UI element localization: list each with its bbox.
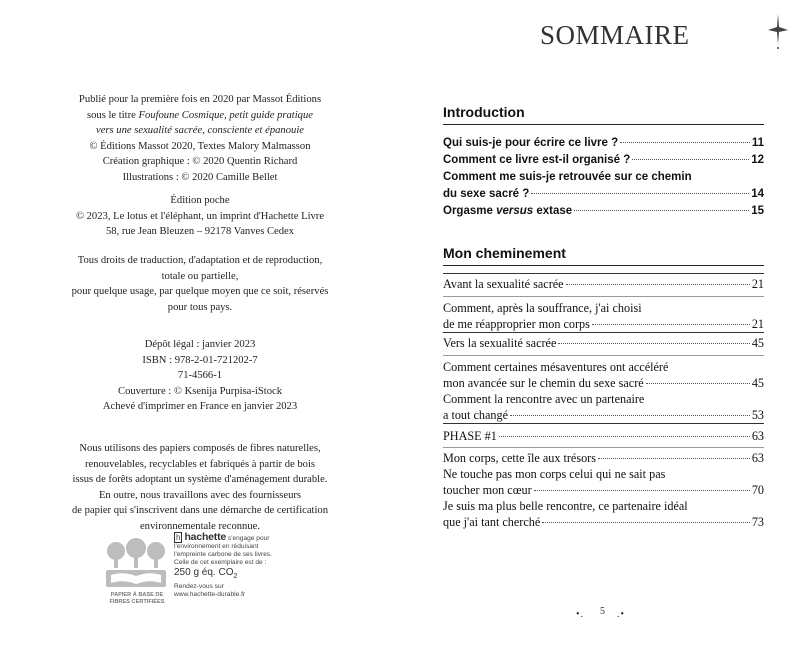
toc-entry[interactable]	[443, 203, 764, 220]
toc-entry[interactable]	[443, 450, 764, 466]
credit-line: renouvelables, recyclables et fabriqués à partir de bois	[84, 458, 316, 470]
page-number: 53	[751, 408, 764, 422]
sparkle-star-icon	[764, 10, 792, 52]
toc-entry[interactable]	[443, 482, 764, 498]
toc-introduction	[443, 104, 764, 220]
rights-notice	[35, 253, 365, 315]
credit-line	[35, 108, 365, 124]
entry-title: PHASE #1	[443, 429, 497, 443]
contents-page	[400, 0, 800, 647]
credit-line: environnementale reconnue.	[139, 520, 260, 532]
page-number: 11	[751, 137, 764, 149]
toc-entry[interactable]	[443, 335, 764, 351]
entry-title: mon avancée sur le chemin du sexe sacré	[443, 376, 644, 390]
eco-line: s'engage pour	[227, 535, 270, 542]
entry-title[interactable]: Ne touche pas mon corps celui qui ne sait pas	[443, 467, 666, 481]
section-heading: Introduction	[443, 104, 764, 125]
credit-line: de papier qui s'inscrivent dans une démarche de certification	[71, 505, 329, 516]
eco-line: l'environnement en réduisant	[174, 543, 259, 550]
co2-value	[174, 567, 294, 583]
entry-title: que j'ai tant cherché	[443, 515, 541, 529]
entry-title[interactable]: Comment, après la souffrance, j'ai choisi	[443, 301, 642, 315]
leader-dots	[632, 159, 749, 160]
page-number: 70	[751, 483, 764, 497]
entry-title: Mon corps, cette île aux trésors	[443, 451, 596, 465]
subsection-entries	[443, 296, 764, 332]
page-number: 14	[751, 188, 764, 200]
credit-line: © 2023, Le lotus et l'éléphant, un imprint d'Hachette Livre	[75, 210, 325, 222]
page-number: 15	[751, 205, 764, 217]
entry-title: Avant la sexualité sacrée	[443, 277, 564, 291]
credit-line: pour quelque usage, par quelque moyen que ce soit, réservés	[71, 286, 329, 297]
brand-name: hachette	[184, 531, 227, 543]
credit-line: 71-4566-1	[177, 370, 223, 381]
caption-line: FIBRES CERTIFIÉES	[109, 599, 165, 605]
page-number: 21	[751, 317, 764, 331]
entry-title[interactable]: Comment la rencontre avec un partenaire	[443, 392, 645, 406]
toc-entry[interactable]	[443, 514, 764, 530]
toc-entry[interactable]	[443, 135, 764, 152]
hachette-logo-icon: h	[176, 533, 181, 542]
eco-line: Celle de cet exemplaire est de :	[174, 559, 267, 566]
page-number: 21	[751, 277, 764, 291]
page-number: 12	[751, 154, 764, 166]
eco-caption	[103, 592, 171, 606]
entry-title[interactable]: Je suis ma plus belle rencontre, ce partenaire idéal	[443, 499, 688, 513]
leader-dots	[499, 436, 750, 437]
page-number: 63	[751, 429, 764, 443]
toc-entry[interactable]	[443, 276, 764, 292]
credit-line: Illustrations : © 2020 Camille Bellet	[122, 171, 278, 183]
co2-subscript: 2	[233, 573, 238, 580]
page-number: 45	[751, 336, 764, 350]
entry-title: de me réapproprier mon corps	[443, 317, 590, 331]
subsection-avant	[443, 273, 764, 332]
credit-line: Nous utilisons des papiers composés de fibres naturelles,	[79, 443, 321, 454]
credit-line: Dépôt légal : janvier 2023	[144, 339, 256, 350]
credit-line: © Éditions Massot 2020, Textes Malory Malmasson	[89, 140, 311, 152]
toc-entry[interactable]	[443, 186, 764, 203]
original-subtitle: vers une sexualité sacrée, consciente et épanouie	[96, 125, 304, 136]
subsection-entries	[443, 355, 764, 423]
eco-url: www.hachette-durable.fr	[174, 591, 246, 598]
toc-entry[interactable]	[443, 375, 764, 391]
section-entries	[443, 135, 764, 220]
toc-entry[interactable]	[443, 428, 764, 444]
leader-dots	[566, 284, 750, 285]
folio-ornament-right-icon: .•	[617, 609, 626, 620]
publication-credits	[35, 92, 365, 185]
entry-text: Orgasme versus extase	[443, 205, 573, 217]
credit-line: ISBN : 978-2-01-721202-7	[142, 354, 258, 366]
credit-line: totale ou partielle,	[161, 270, 239, 282]
leader-dots	[531, 193, 749, 194]
toc-mon-cheminement	[443, 245, 764, 545]
eco-label	[103, 532, 293, 607]
legal-deposit	[35, 337, 365, 415]
eco-statement	[174, 532, 294, 599]
subsection-phase-1	[443, 423, 764, 530]
credit-text: sous le titre	[87, 109, 136, 121]
toc-entry[interactable]	[443, 152, 764, 169]
toc-entry[interactable]	[443, 407, 764, 423]
leader-dots	[534, 490, 750, 491]
leader-dots	[592, 324, 750, 325]
co2-text: 250 g éq. CO	[174, 567, 234, 578]
subsection-vers	[443, 332, 764, 423]
credit-line: Tous droits de traduction, d'adaptation et de reproduction,	[77, 255, 323, 266]
page-number: 73	[751, 515, 764, 529]
leader-dots	[598, 458, 750, 459]
credit-line: pour tous pays.	[167, 301, 233, 313]
entry-title: Comment ce livre est-il organisé ?	[443, 154, 631, 166]
leader-dots	[620, 142, 750, 143]
credit-line: Publié pour la première fois en 2020 par Massot Éditions	[78, 94, 322, 105]
credit-line: issus de forêts adoptant un système d'aménagement durable.	[72, 474, 328, 485]
credit-line: Achevé d'imprimer en France en janvier 2023	[102, 401, 298, 412]
emphasis: versus	[496, 205, 534, 217]
entry-title[interactable]: Comment certaines mésaventures ont accéléré	[443, 360, 669, 374]
page-title: SOMMAIRE	[540, 20, 690, 50]
leader-dots	[510, 415, 750, 416]
paper-notice	[35, 441, 365, 534]
credit-line: Couverture : © Ksenija Purpisa-iStock	[118, 385, 282, 397]
page-number: 63	[751, 451, 764, 465]
credit-line: Édition poche	[170, 195, 230, 206]
credit-line: 58, rue Jean Bleuzen – 92178 Vanves Cedex	[105, 226, 295, 237]
entry-title[interactable]: Comment me suis-je retrouvée sur ce chemin	[443, 171, 692, 183]
entry-title: Qui suis-je pour écrire ce livre ?	[443, 137, 619, 149]
leader-dots	[558, 343, 749, 344]
caption-line: PAPIER À BASE DE	[110, 592, 164, 598]
credit-line: Création graphique : © 2020 Quentin Richard	[102, 156, 298, 167]
entry-title: toucher mon cœur	[443, 483, 532, 497]
leader-dots	[574, 210, 749, 211]
credit-line: En outre, nous travaillons avec des fournisseurs	[98, 489, 302, 501]
eco-line: Rendez-vous sur	[174, 583, 224, 590]
entry-title: a tout changé	[443, 408, 508, 422]
section-heading: Mon cheminement	[443, 245, 764, 266]
subsection-entries	[443, 447, 764, 530]
entry-title: Vers la sexualité sacrée	[443, 336, 557, 350]
entry-title	[443, 203, 572, 220]
entry-title: du sexe sacré ?	[443, 188, 530, 200]
leader-dots	[646, 383, 750, 384]
page-number: 45	[751, 376, 764, 390]
edition-credits	[35, 193, 365, 240]
toc-entry[interactable]	[443, 316, 764, 332]
folio-ornament-left-icon: •.	[576, 609, 585, 620]
eco-line: l'empreinte carbone de ses livres.	[174, 551, 273, 558]
page-number-folio: 5	[600, 606, 605, 617]
leader-dots	[542, 522, 750, 523]
original-title: Foufoune Cosmique, petit guide pratique	[138, 109, 313, 121]
